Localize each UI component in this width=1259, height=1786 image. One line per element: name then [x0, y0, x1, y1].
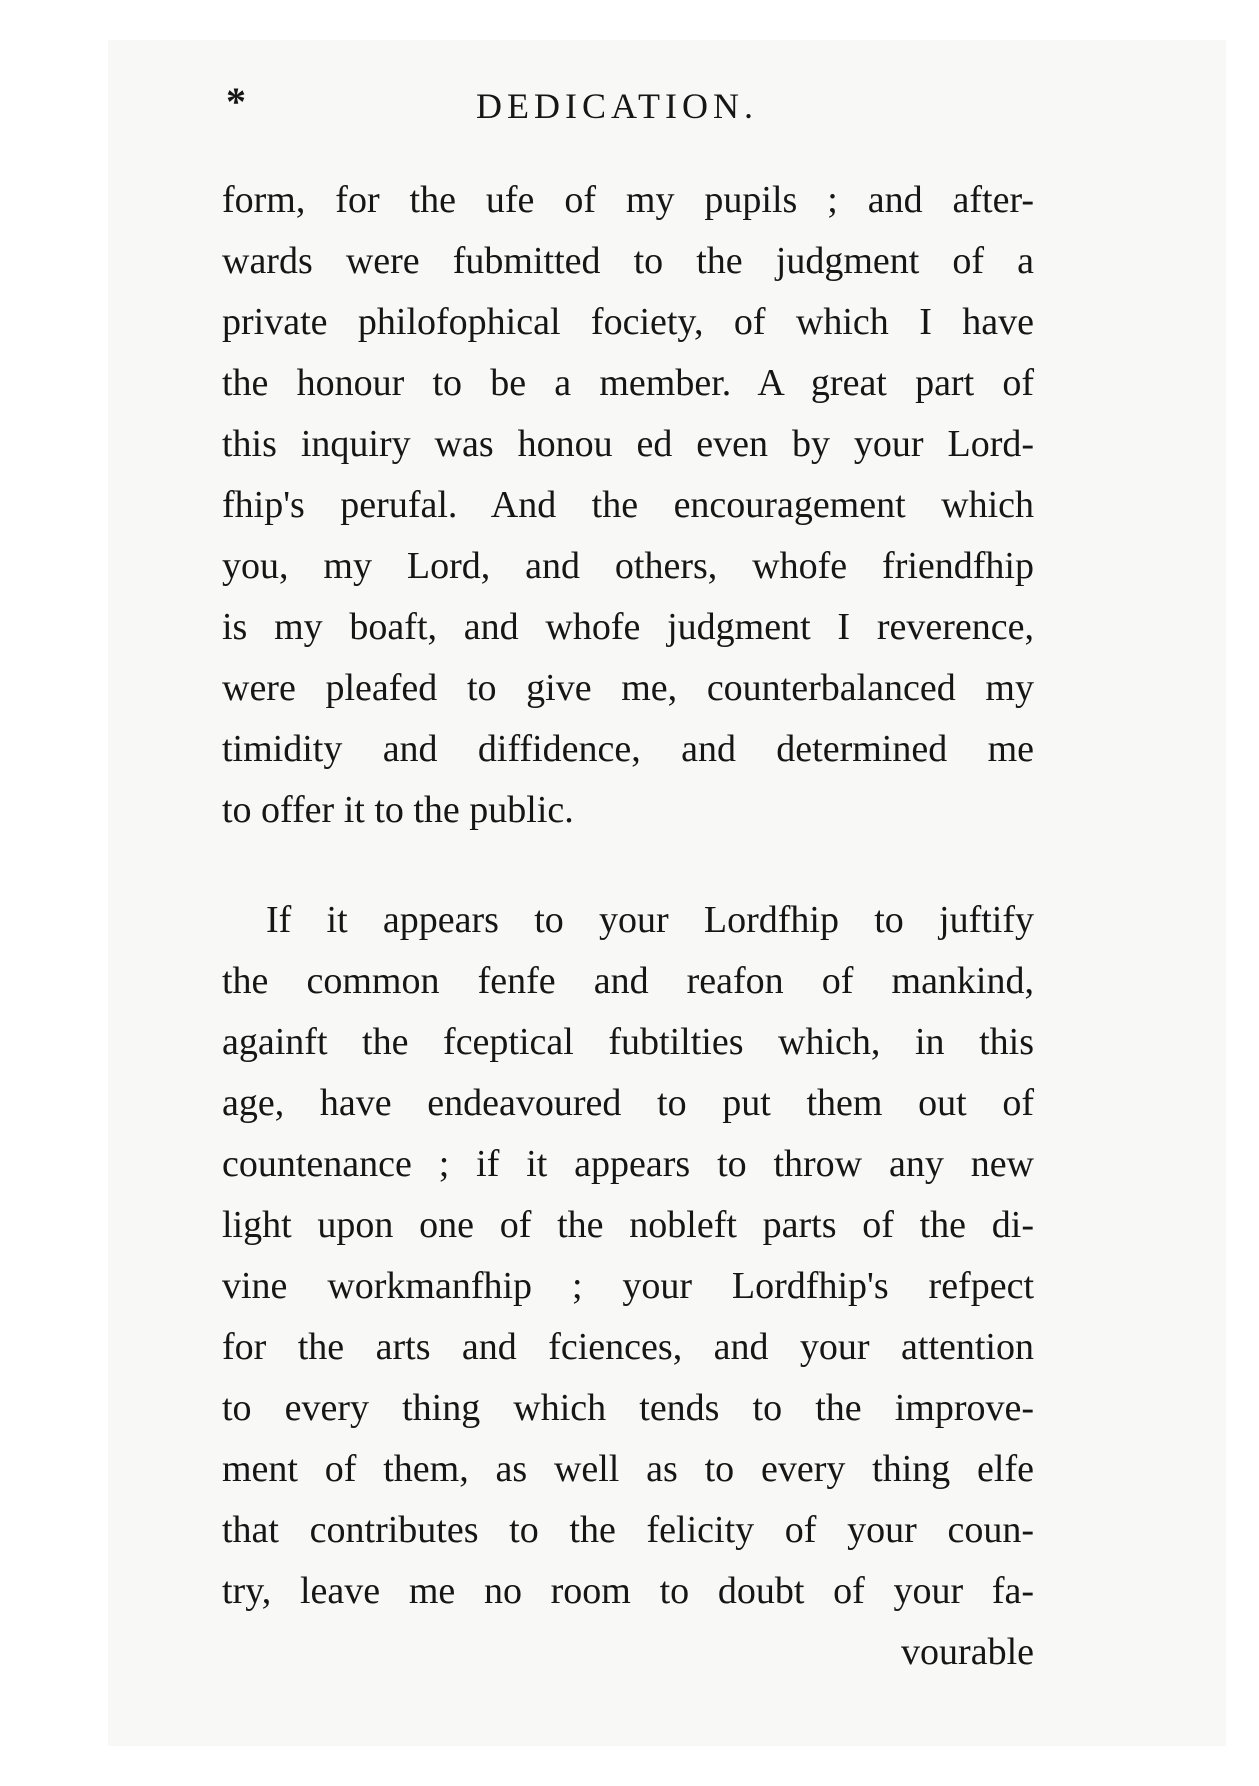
text-line: try, leave me no room to doubt of your fa- — [222, 1570, 1034, 1612]
text-line: is my boaft, and whofe judgment I reverence, — [222, 606, 1034, 648]
text-line: for the arts and fciences, and your attention — [222, 1326, 1034, 1368]
catchword: vourable — [901, 1631, 1034, 1673]
text-line: vine workmanfhip ; your Lordfhip's refpect — [222, 1265, 1034, 1307]
text-line: wards were fubmitted to the judgment of a — [222, 240, 1034, 282]
text-line: to offer it to the public. — [222, 789, 574, 831]
text-line: againft the fceptical fubtilties which, in this — [222, 1021, 1034, 1063]
text-line: light upon one of the nobleft parts of the di- — [222, 1204, 1034, 1246]
text-line: were pleafed to give me, counterbalanced my — [222, 667, 1034, 709]
text-line: private philofophical fociety, of which I have — [222, 301, 1034, 343]
text-line: you, my Lord, and others, whofe friendfhip — [222, 545, 1034, 587]
text-line: timidity and diffidence, and determined me — [222, 728, 1034, 770]
text-line: form, for the ufe of my pupils ; and after- — [222, 179, 1034, 221]
text-line: ment of them, as well as to every thing elfe — [222, 1448, 1034, 1490]
paragraph-two — [222, 890, 1034, 1683]
text-line: countenance ; if it appears to throw any new — [222, 1143, 1034, 1185]
page-mark: * — [226, 79, 246, 124]
text-line: fhip's perufal. And the encouragement which — [222, 484, 1034, 526]
running-head: DEDICATION. — [476, 86, 758, 126]
text-line: the honour to be a member. A great part of — [222, 362, 1034, 404]
text-line: If it appears to your Lordfhip to juftify — [266, 899, 1034, 941]
text-line: that contributes to the felicity of your coun- — [222, 1509, 1034, 1551]
text-line: to every thing which tends to the improve- — [222, 1387, 1034, 1429]
text-line: this inquiry was honou ed even by your Lord- — [222, 423, 1034, 465]
paragraph-one — [222, 170, 1034, 841]
text-line: age, have endeavoured to put them out of — [222, 1082, 1034, 1124]
text-line: the common fenfe and reafon of mankind, — [222, 960, 1034, 1002]
page-header — [0, 79, 1259, 126]
